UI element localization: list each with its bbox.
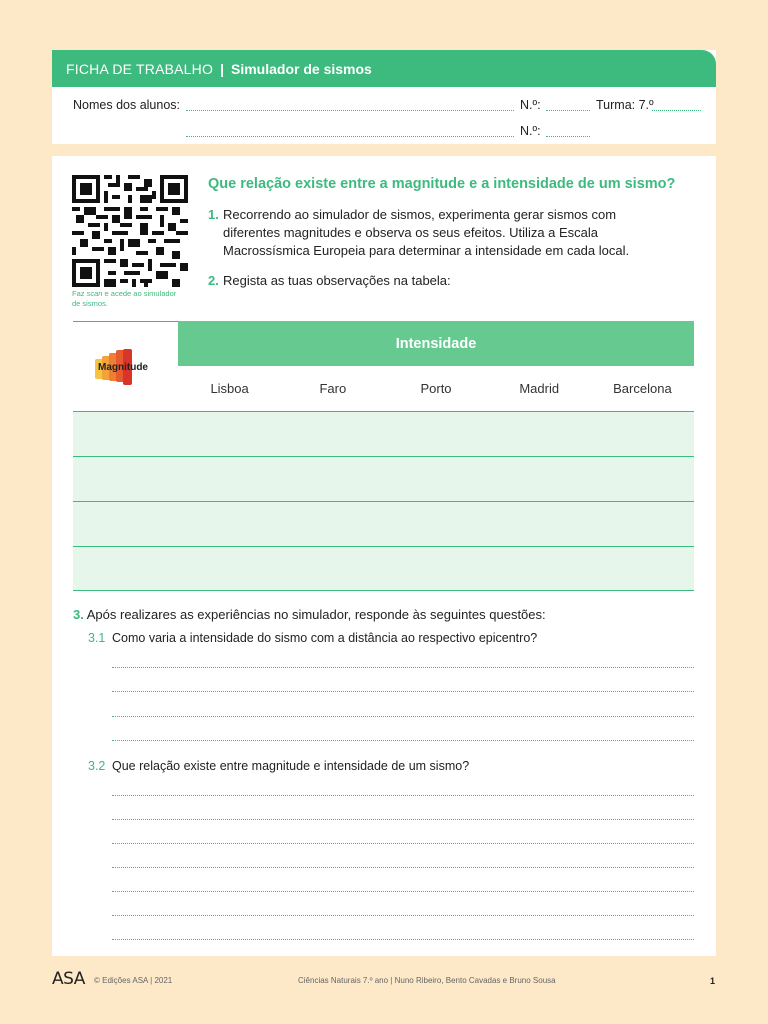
question-3-2-number: 3.2 bbox=[88, 759, 106, 773]
class-label: Turma: 7.º bbox=[596, 98, 654, 112]
title-separator: | bbox=[220, 60, 224, 77]
instruction-2 bbox=[208, 272, 678, 290]
footer-copyright: © Edições ASA | 2021 bbox=[94, 976, 173, 985]
question-3-1 bbox=[88, 631, 537, 645]
answer-line[interactable] bbox=[112, 915, 694, 916]
answer-line[interactable] bbox=[112, 740, 694, 741]
city-header-row bbox=[178, 366, 694, 411]
question-3-1-text: Como varia a intensidade do sismo com a distância ao respectivo epicentro? bbox=[112, 631, 538, 645]
number-label-2: N.º: bbox=[520, 124, 541, 138]
worksheet-title: FICHA DE TRABALHO bbox=[66, 60, 214, 77]
asa-logo: ASA bbox=[52, 969, 85, 989]
answer-line[interactable] bbox=[112, 716, 694, 717]
instruction-1 bbox=[208, 206, 678, 260]
section-3-number: 3. bbox=[73, 607, 84, 622]
table-row[interactable] bbox=[73, 546, 694, 547]
worksheet-subtitle: Simulador de sismos bbox=[231, 60, 372, 77]
intensity-header: Intensidade bbox=[178, 321, 694, 366]
answer-line[interactable] bbox=[112, 667, 694, 668]
magnitude-header-cell bbox=[73, 321, 178, 412]
answer-line[interactable] bbox=[112, 867, 694, 868]
number-label-1: N.º: bbox=[520, 98, 541, 112]
city-madrid: Madrid bbox=[519, 381, 560, 396]
qr-caption: Faz scan e acede ao simulador de sismos. bbox=[72, 289, 177, 308]
number-field-1[interactable] bbox=[546, 110, 590, 111]
city-porto: Porto bbox=[420, 381, 452, 396]
question-3-2 bbox=[88, 759, 469, 773]
magnitude-label: Magnitude bbox=[98, 362, 148, 373]
names-field-1[interactable] bbox=[186, 110, 514, 111]
names-field-2[interactable] bbox=[186, 136, 514, 137]
table-body bbox=[73, 411, 694, 591]
table-bottom-border bbox=[73, 590, 694, 591]
city-faro: Faro bbox=[319, 381, 347, 396]
answer-line[interactable] bbox=[112, 795, 694, 796]
question-title: Que relação existe entre a magnitude e a intensidade de um sismo? bbox=[208, 176, 676, 192]
table-row[interactable] bbox=[73, 501, 694, 502]
answer-line[interactable] bbox=[112, 939, 694, 940]
question-3-2-text: Que relação existe entre magnitude e intensidade de um sismo? bbox=[112, 759, 470, 773]
instruction-2-number: 2. bbox=[208, 273, 219, 288]
answer-line[interactable] bbox=[112, 691, 694, 692]
names-label: Nomes dos alunos: bbox=[73, 98, 181, 112]
page-number: 1 bbox=[710, 976, 716, 986]
answer-line[interactable] bbox=[112, 819, 694, 820]
question-3-1-number: 3.1 bbox=[88, 631, 106, 645]
footer-credits: Ciências Naturais 7.º ano | Nuno Ribeiro, Bento Cavadas e Bruno Sousa bbox=[298, 976, 556, 985]
city-lisboa: Lisboa bbox=[210, 381, 249, 396]
number-field-2[interactable] bbox=[546, 136, 590, 137]
answer-line[interactable] bbox=[112, 891, 694, 892]
instruction-2-text: Regista as tuas observações na tabela: bbox=[223, 273, 451, 288]
instruction-1-text: Recorrendo ao simulador de sismos, experimenta gerar sismos com diferentes magnitudes e observa os seus efeitos. Utiliza a Escala Macrossísmica Europeia para determinar a intensidade em cada local. bbox=[223, 207, 630, 258]
header-bar bbox=[52, 50, 716, 87]
table-row[interactable] bbox=[73, 456, 694, 457]
table-row[interactable] bbox=[73, 411, 694, 412]
answer-line[interactable] bbox=[112, 843, 694, 844]
city-barcelona: Barcelona bbox=[613, 381, 672, 396]
section-3-text: Após realizares as experiências no simulador, responde às seguintes questões: bbox=[86, 607, 546, 622]
class-field[interactable] bbox=[652, 110, 701, 111]
qr-code-icon[interactable] bbox=[72, 175, 188, 287]
instruction-1-number: 1. bbox=[208, 207, 219, 222]
section-3 bbox=[73, 607, 546, 622]
observations-table bbox=[73, 321, 694, 591]
